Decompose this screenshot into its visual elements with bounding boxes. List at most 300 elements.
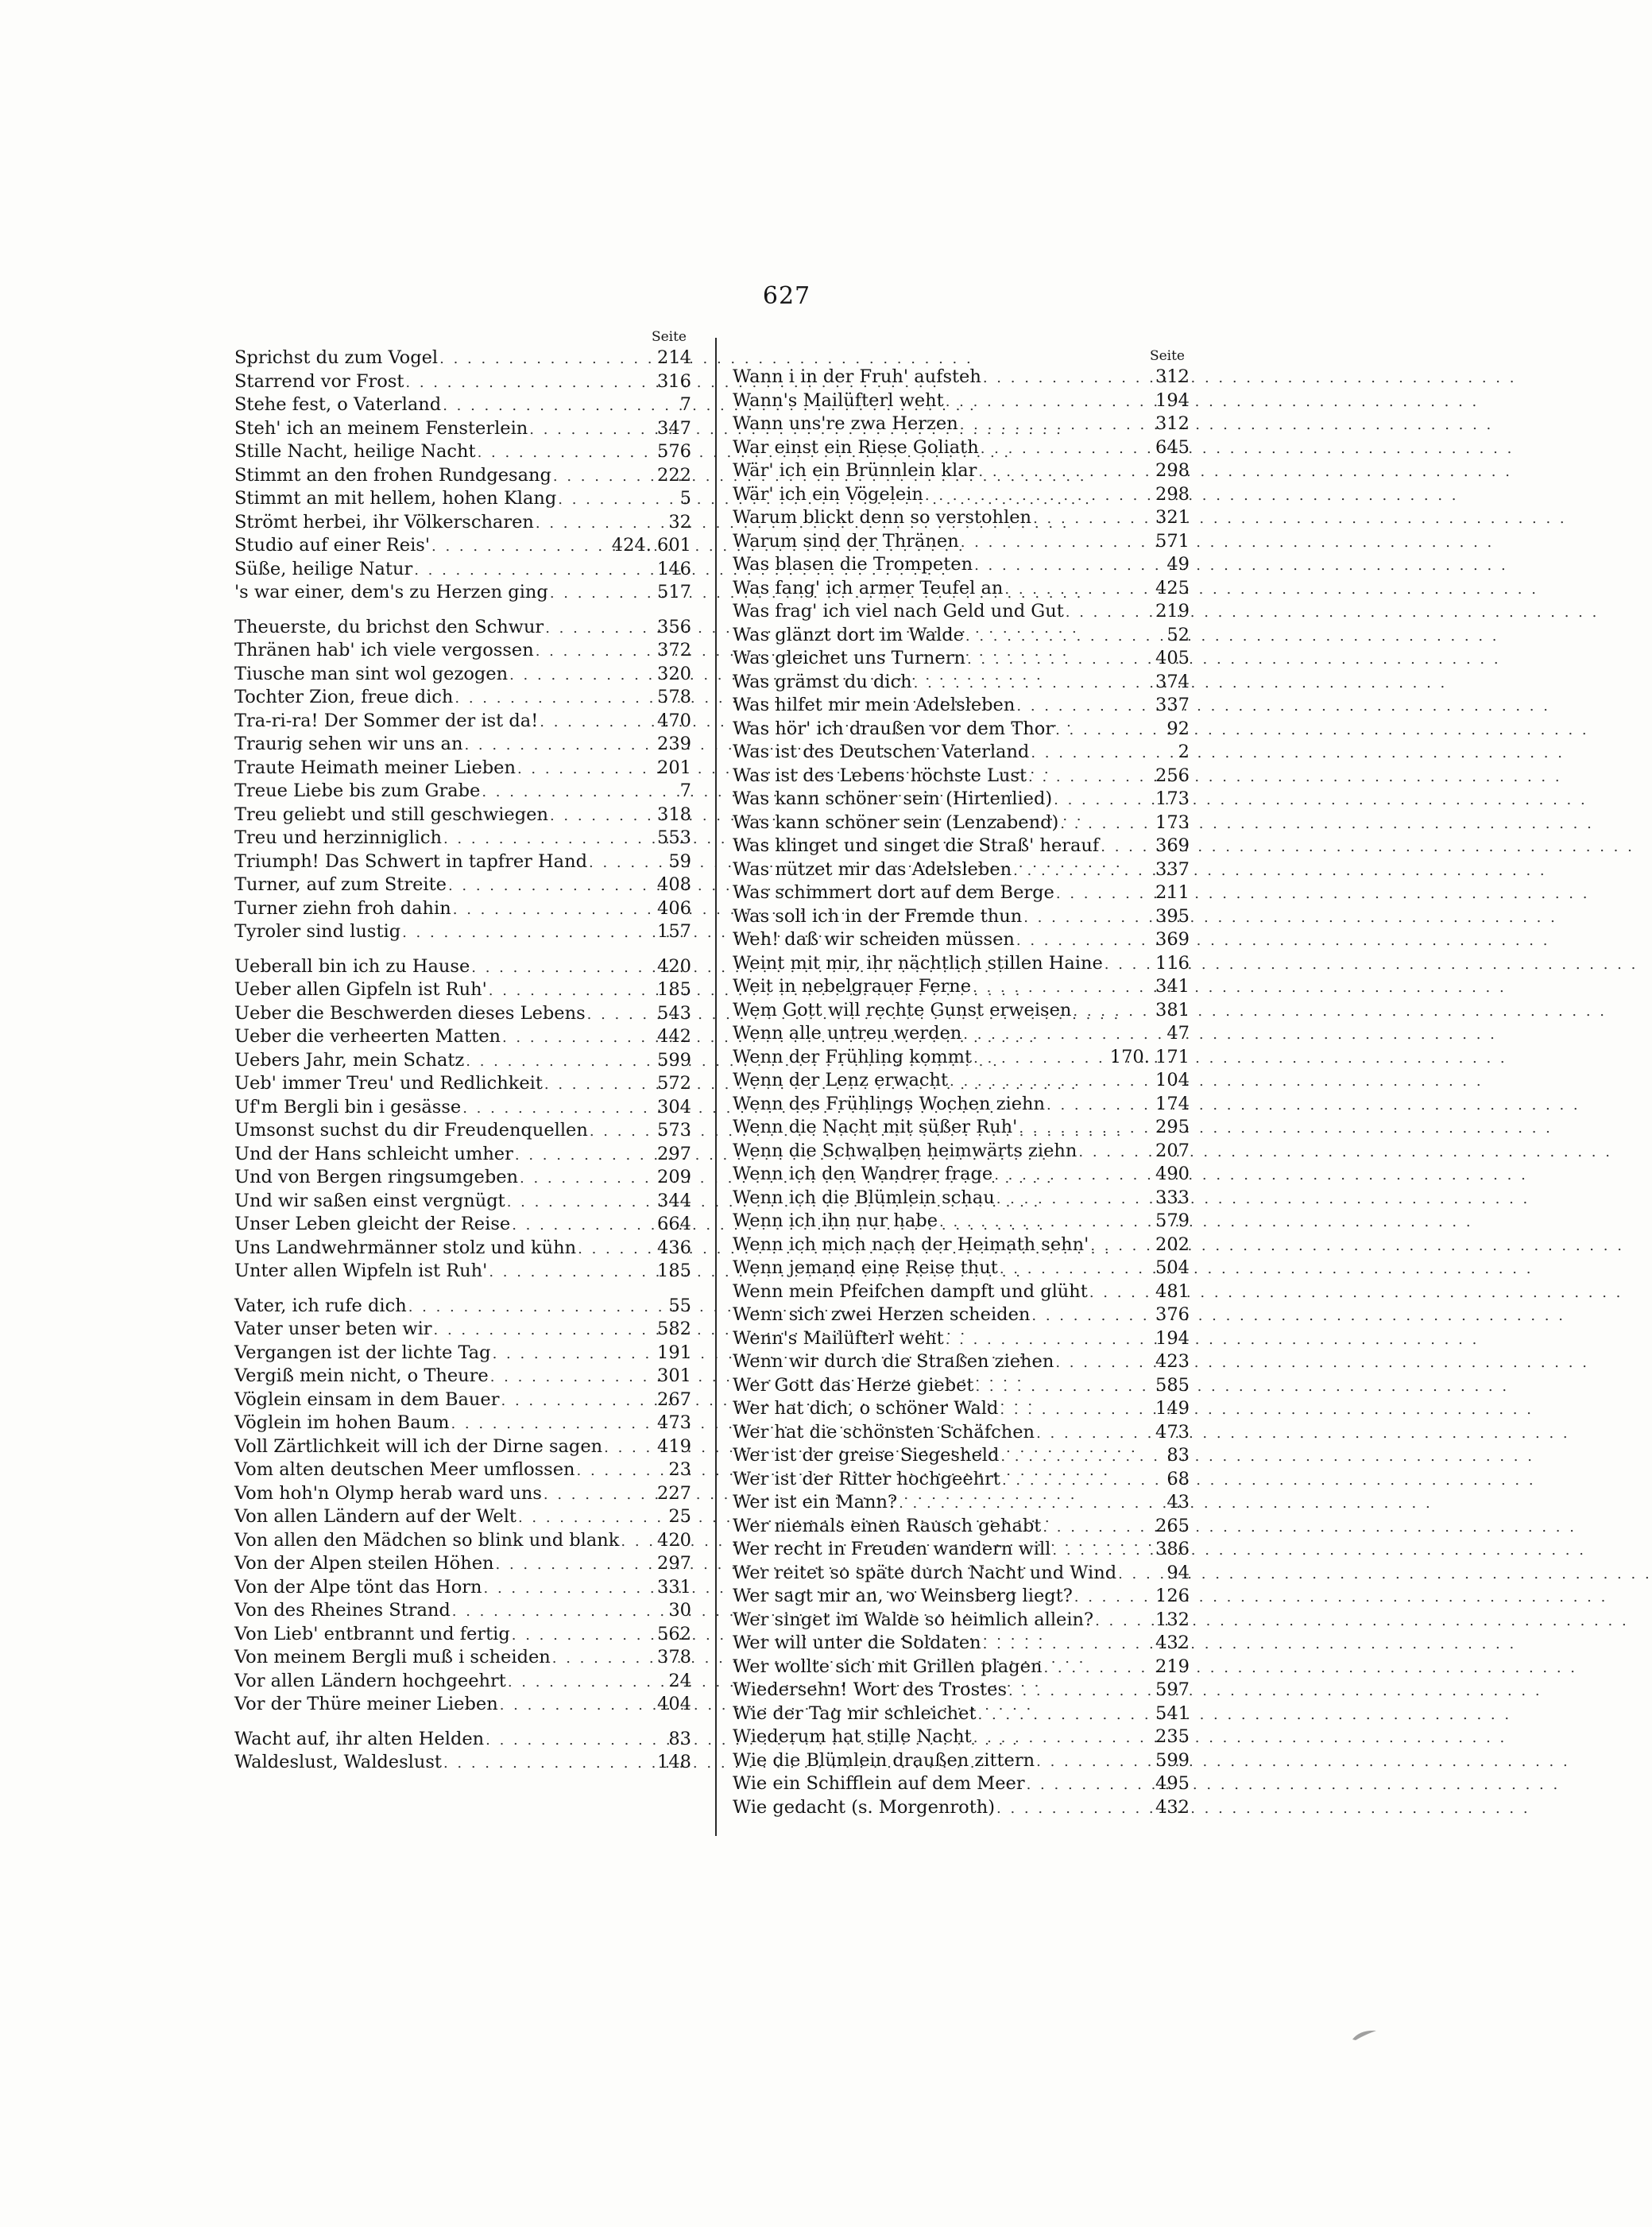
entry-title: Treu geliebt und still geschwiegen	[234, 804, 548, 825]
entry-title: Unter allen Wipfeln ist Ruh'	[234, 1261, 488, 1281]
entry-page: 52	[1166, 624, 1190, 645]
entry-title: Vor der Thüre meiner Lieben	[234, 1694, 498, 1714]
entry-title: Wenn die Nacht mit süßer Ruh'	[733, 1117, 1018, 1137]
entry-page: 194	[1155, 1327, 1190, 1349]
dot-leader	[1054, 718, 1166, 742]
entry-page: 201	[657, 757, 691, 778]
dot-leader	[1012, 859, 1155, 883]
dot-leader	[442, 827, 657, 851]
entry-page: 68	[1166, 1468, 1190, 1489]
dot-leader	[451, 898, 657, 922]
dot-leader	[944, 1328, 1155, 1352]
entry-page: 419	[657, 1435, 691, 1457]
page-number: 627	[762, 282, 811, 310]
entry-title: Was grämst du dich	[733, 671, 912, 692]
entry-title: Was hilfet mir mein Adelsleben	[733, 695, 1016, 715]
index-entry	[733, 1632, 1190, 1656]
index-entry	[234, 920, 691, 944]
index-entry	[733, 647, 1190, 671]
dot-leader	[1041, 1516, 1155, 1540]
entry-title: Was gleichet uns Turnern	[733, 648, 965, 668]
entry-title: Uebers Jahr, mein Schatz	[234, 1049, 465, 1071]
dot-leader	[518, 1167, 657, 1191]
index-entry	[234, 1072, 691, 1096]
index-entry	[733, 1656, 1190, 1679]
dot-leader	[1099, 835, 1155, 859]
entry-page: 83	[668, 1728, 691, 1749]
dot-leader	[487, 979, 657, 1003]
entry-title: Wer sagt mir an, wo Weinsberg liegt?	[733, 1586, 1073, 1606]
entry-page: 481	[1155, 1280, 1190, 1302]
entry-title: Wem Gott will rechte Gunst erweisen	[733, 999, 1072, 1021]
dot-leader	[548, 804, 657, 828]
index-entry	[234, 1119, 691, 1143]
entry-title: Starrend vor Frost	[234, 370, 404, 392]
index-entry	[234, 511, 691, 535]
dot-leader	[1116, 1563, 1166, 1586]
entry-title: Tochter Zion, freue dich	[234, 687, 454, 707]
index-entry	[234, 1435, 691, 1459]
dot-leader	[1022, 906, 1155, 930]
entry-title: Voll Zärtlichkeit will ich der Dirne sagen	[234, 1435, 603, 1457]
dot-leader	[543, 1073, 657, 1097]
entry-title: Vöglein einsam in dem Bauer	[234, 1388, 500, 1410]
entry-page: 572	[657, 1073, 691, 1094]
entry-page: 149	[1155, 1398, 1190, 1419]
entry-page: 298	[1155, 460, 1190, 481]
entry-title: Wer niemals einen Rausch gehabt	[733, 1515, 1042, 1536]
index-entry	[733, 389, 1190, 413]
dot-leader	[1029, 742, 1178, 765]
index-entry	[234, 733, 691, 757]
entry-title: Stehe fest, o Vaterland	[234, 394, 442, 415]
dot-leader	[964, 625, 1166, 649]
entry-page: 337	[1155, 858, 1190, 880]
index-entry	[234, 1623, 691, 1647]
dot-leader	[959, 531, 1155, 555]
entry-page: 157	[657, 921, 691, 942]
entry-page: 92	[1166, 718, 1190, 739]
dot-leader	[575, 1459, 669, 1483]
entry-page: 473	[657, 1412, 691, 1433]
index-entry	[733, 999, 1190, 1023]
entry-title: Triumph! Das Schwert in tapfrer Hand	[234, 850, 587, 872]
index-entry	[234, 616, 691, 640]
ink-smudge-mark	[1351, 2028, 1378, 2041]
entry-title: Stimmt an den frohen Rundgesang	[234, 464, 551, 486]
dot-leader	[1015, 929, 1155, 953]
index-entry	[733, 1725, 1190, 1749]
entry-title: Wie ein Schifflein auf dem Meer	[733, 1773, 1025, 1794]
index-entry	[733, 881, 1190, 905]
index-entry	[234, 1552, 691, 1576]
entry-page: 235	[1155, 1726, 1190, 1747]
index-entry	[234, 1365, 691, 1388]
dot-leader	[400, 921, 657, 945]
entry-page: 582	[657, 1319, 691, 1339]
entry-page: 32	[668, 511, 691, 533]
entry-title: Was fang' ich armer Teufel an	[733, 577, 1004, 598]
entry-page: 194	[1155, 389, 1190, 411]
entry-title: 's war einer, dem's zu Herzen ging	[234, 582, 548, 602]
index-entry	[733, 1327, 1190, 1351]
entry-page: 424. 601	[611, 535, 691, 556]
dot-leader	[576, 1237, 657, 1261]
entry-title: Wenn sich zwei Herzen scheiden	[733, 1304, 1031, 1325]
index-entry	[234, 534, 691, 558]
index-entry	[733, 811, 1190, 835]
index-entry	[733, 858, 1190, 882]
entry-title: Wann's Mailüfterl weht	[733, 389, 944, 411]
index-entry	[234, 370, 691, 394]
entry-title: Was hör' ich draußen vor dem Thor	[733, 718, 1054, 739]
entry-page: 214	[657, 347, 691, 368]
index-entry	[234, 1190, 691, 1214]
index-entry	[733, 765, 1190, 788]
entry-page: 202	[1155, 1234, 1190, 1255]
dot-leader	[542, 1483, 657, 1507]
entry-title: Tyroler sind lustig	[234, 921, 401, 942]
index-entry	[733, 1749, 1190, 1773]
group-gap	[234, 944, 691, 955]
index-entry	[733, 624, 1190, 648]
index-entry	[733, 1210, 1190, 1234]
entry-page: 312	[1155, 413, 1190, 434]
index-entry	[234, 417, 691, 441]
index-entry	[733, 1397, 1190, 1421]
entry-page: 562	[657, 1623, 691, 1644]
index-column-right	[733, 327, 1190, 1819]
entry-title: Stimmt an mit hellem, hohen Klang	[234, 488, 557, 509]
entry-page: 256	[1155, 765, 1190, 786]
entry-page: 406	[657, 897, 691, 919]
dot-leader	[587, 851, 668, 875]
entry-page: 543	[657, 1002, 691, 1024]
entry-title: Vater, ich rufe dich	[234, 1295, 407, 1316]
index-entry	[733, 1796, 1190, 1820]
entry-title: Vom hoh'n Olymp herab ward uns	[234, 1482, 542, 1504]
entry-page: 386	[1155, 1539, 1190, 1559]
entry-page: 47	[1166, 1023, 1190, 1044]
entry-title: Und von Bergen ringsumgeben	[234, 1167, 519, 1187]
entry-page: 49	[1166, 554, 1190, 575]
index-entry	[234, 1342, 691, 1365]
entry-page: 436	[657, 1237, 691, 1258]
entry-title: Tra-ri-ra! Der Sommer der ist da!	[234, 710, 539, 731]
index-entry	[733, 1679, 1190, 1702]
index-entry	[234, 1505, 691, 1529]
entry-page: 571	[1155, 530, 1190, 552]
entry-page: 553	[657, 827, 691, 848]
entry-page: 347	[657, 417, 691, 439]
entry-page: 372	[657, 640, 691, 660]
entry-page: 541	[1155, 1702, 1190, 1724]
entry-title: Wie der Tag mir schleichet	[733, 1702, 977, 1724]
entry-page: 209	[657, 1167, 691, 1187]
index-entry	[733, 1303, 1190, 1327]
entry-page: 425	[1155, 577, 1190, 598]
dot-leader	[1073, 1586, 1155, 1609]
index-entry	[234, 1237, 691, 1261]
entry-page: 7	[679, 394, 691, 415]
entry-title: Wär' ich ein Vögelein	[733, 483, 923, 505]
index-entry	[733, 1046, 1190, 1070]
dot-leader	[412, 559, 657, 583]
entry-title: Unser Leben gleicht der Reise	[234, 1214, 511, 1234]
dot-leader	[476, 441, 657, 465]
entry-title: Von allen den Mädchen so blink und blank	[234, 1529, 620, 1551]
index-entry	[733, 1257, 1190, 1280]
entry-title: Was nützet mir das Adelsleben	[733, 858, 1012, 880]
entry-page: 432	[1155, 1632, 1190, 1653]
dot-leader	[972, 1726, 1155, 1750]
entry-page: 94	[1166, 1562, 1190, 1583]
index-entry	[234, 1318, 691, 1342]
index-entry	[234, 1529, 691, 1553]
dot-leader	[1054, 1351, 1155, 1375]
entry-title: Vater unser beten wir	[234, 1319, 432, 1339]
entry-page: 321	[1155, 507, 1190, 528]
index-entry	[234, 1213, 691, 1237]
entry-page: 191	[657, 1342, 691, 1363]
entry-page: 374	[1155, 671, 1190, 692]
index-entry	[733, 741, 1190, 765]
entry-title: Was kann schöner sein (Lenzabend)	[733, 811, 1059, 833]
entry-page: 298	[1155, 483, 1190, 505]
entry-page: 55	[668, 1295, 691, 1316]
entry-page: 341	[1155, 976, 1190, 997]
dot-leader	[1064, 601, 1155, 625]
dot-leader	[1045, 1094, 1155, 1117]
index-entry	[234, 1576, 691, 1600]
dot-leader	[998, 1398, 1155, 1422]
entry-title: Von der Alpen steilen Höhen	[234, 1553, 494, 1574]
entry-title: Was blasen die Trompeten	[733, 554, 973, 575]
dot-leader	[470, 956, 657, 980]
entry-title: Was glänzt dort im Walde	[733, 624, 964, 645]
index-entry	[234, 1599, 691, 1623]
entry-title: Vergiß mein nicht, o Theure	[234, 1365, 489, 1386]
index-entry	[733, 928, 1190, 952]
dot-leader	[1035, 1750, 1155, 1774]
dot-leader	[516, 757, 657, 781]
entry-page: 320	[657, 663, 691, 684]
dot-leader	[551, 1647, 657, 1671]
entry-page: 470	[657, 710, 691, 731]
entry-title: Wer Gott das Herze giebet	[733, 1374, 974, 1396]
index-entry	[733, 1702, 1190, 1726]
index-entry	[733, 1374, 1190, 1398]
dot-leader	[430, 535, 612, 559]
entry-title: Vom alten deutschen Meer umflossen	[234, 1459, 575, 1480]
index-entry	[733, 835, 1190, 858]
entry-page: 312	[1155, 366, 1190, 387]
dot-leader	[508, 664, 657, 687]
dot-leader	[602, 1436, 657, 1460]
entry-title: Wenn ich die Blümlein schau	[733, 1187, 995, 1208]
entry-title: Weint mit mir, ihr nächtlich stillen Haine	[733, 952, 1103, 974]
dot-leader	[447, 874, 657, 898]
group-gap	[234, 605, 691, 616]
index-entry	[234, 1388, 691, 1412]
dot-leader	[977, 460, 1155, 484]
dot-leader	[451, 1600, 669, 1624]
entry-page: 297	[657, 1553, 691, 1574]
index-entry	[733, 788, 1190, 811]
index-entry	[234, 804, 691, 827]
index-entry	[733, 1069, 1190, 1093]
dot-leader	[487, 1261, 657, 1284]
seite-header-left: Seite	[651, 329, 687, 345]
index-entry	[733, 694, 1190, 718]
entry-title: Wenn ich den Wandrer frage	[733, 1164, 993, 1184]
entry-page: 59	[668, 850, 691, 872]
entry-page: 473	[1155, 1421, 1190, 1443]
seite-header-right: Seite	[1149, 348, 1185, 364]
entry-title: Wer ist der Ritter hochgeehrt	[733, 1468, 1000, 1489]
entry-page: 408	[657, 874, 691, 895]
entry-title: Studio auf einer Reis'	[234, 535, 431, 556]
dot-leader	[619, 1530, 657, 1554]
index-entry	[234, 827, 691, 850]
entry-page: 504	[1155, 1257, 1190, 1278]
dot-leader	[464, 1050, 657, 1074]
entry-title: Tiusche man sint wol gezogen	[234, 663, 509, 684]
entry-page: 576	[657, 441, 691, 462]
entry-page: 239	[657, 734, 691, 754]
index-entry	[733, 600, 1190, 624]
entry-page: 104	[1155, 1070, 1190, 1090]
dot-leader	[404, 371, 657, 395]
entry-title: Wer ist ein Mann?	[733, 1492, 898, 1512]
dot-leader	[1007, 1679, 1155, 1703]
entry-title: Vöglein im hohen Baum	[234, 1412, 450, 1433]
index-entry	[733, 1538, 1190, 1562]
entry-page: 148	[657, 1752, 691, 1772]
index-entry	[234, 1049, 691, 1073]
entry-title: Was ist des Lebens höchste Lust	[733, 765, 1027, 786]
dot-leader	[1093, 1609, 1155, 1633]
index-entry	[234, 873, 691, 897]
dot-leader	[453, 687, 657, 711]
index-entry	[234, 1002, 691, 1026]
entry-title: Wiederum hat stille Nacht	[733, 1726, 972, 1747]
entry-title: Warum blickt denn so verstohlen	[733, 507, 1032, 528]
entry-page: 185	[657, 1261, 691, 1281]
entry-page: 579	[1155, 1210, 1190, 1231]
index-entry	[234, 850, 691, 874]
index-entry	[234, 464, 691, 488]
dot-leader	[480, 780, 679, 804]
entry-page: 395	[1155, 905, 1190, 927]
dot-leader	[948, 1070, 1155, 1094]
entry-title: Von Lieb' entbrannt und fertig	[234, 1623, 510, 1644]
index-entry	[733, 553, 1190, 577]
dot-leader	[995, 1187, 1155, 1211]
dot-leader	[510, 1214, 657, 1237]
index-entry	[733, 1772, 1190, 1796]
dot-leader	[977, 1703, 1156, 1727]
dot-leader	[544, 617, 657, 641]
dot-leader	[979, 437, 1155, 461]
dot-leader	[494, 1553, 658, 1577]
entry-page: 174	[1155, 1093, 1190, 1114]
index-entry	[733, 905, 1190, 929]
entry-title: Wer will unter die Soldaten	[733, 1632, 981, 1653]
dot-leader	[992, 1164, 1155, 1187]
dot-leader	[586, 1003, 657, 1027]
entry-title: Was schimmert dort auf dem Berge	[733, 882, 1054, 903]
dot-leader	[1027, 765, 1155, 789]
index-entry	[234, 955, 691, 979]
index-entry	[234, 1295, 691, 1319]
index-entry	[733, 1163, 1190, 1187]
entry-page: 219	[1155, 601, 1190, 622]
dot-leader	[482, 1577, 658, 1601]
entry-page: 267	[657, 1388, 691, 1410]
dot-leader	[1050, 1539, 1155, 1563]
entry-page: 404	[657, 1694, 691, 1714]
entry-title: Von des Rheines Strand	[234, 1600, 451, 1621]
entry-page: 207	[1155, 1140, 1190, 1161]
entry-title: Wenn's Mailüfterl weht	[733, 1327, 944, 1349]
dot-leader	[912, 672, 1155, 695]
entry-title: Wer reitet so späte durch Nacht und Wind	[733, 1562, 1117, 1583]
dot-leader	[1088, 1281, 1155, 1305]
entry-title: Stille Nacht, heilige Nacht	[234, 441, 476, 462]
entry-page: 116	[1155, 952, 1190, 974]
dot-leader	[501, 1026, 657, 1050]
index-entry	[234, 393, 691, 417]
index-entry	[234, 1751, 691, 1775]
entry-page: 405	[1155, 648, 1190, 668]
entry-title: Treue Liebe bis zum Grabe	[234, 780, 481, 801]
dot-leader	[516, 1506, 668, 1530]
entry-title: Weh! daß wir scheiden müssen	[733, 929, 1015, 950]
column-divider	[715, 338, 717, 1836]
index-entry	[234, 780, 691, 804]
index-entry	[733, 412, 1190, 436]
entry-title: Vor allen Ländern hochgeehrt	[234, 1670, 506, 1691]
entry-page: 664	[657, 1214, 691, 1234]
dot-leader	[505, 1191, 657, 1214]
index-entry	[733, 366, 1190, 389]
dot-leader	[981, 1632, 1155, 1656]
index-entry	[234, 757, 691, 780]
entry-title: Was frag' ich viel nach Geld und Gut	[733, 601, 1064, 622]
dot-leader	[534, 512, 668, 536]
entry-page: 219	[1155, 1656, 1190, 1677]
entry-title: Wann i in der Fruh' aufsteh	[733, 366, 981, 387]
index-entry	[234, 1646, 691, 1670]
entry-page: 599	[657, 1049, 691, 1071]
dot-leader	[971, 976, 1155, 1000]
entry-title: Wenn die Schwalben heimwärts ziehn	[733, 1140, 1077, 1161]
dot-leader	[958, 413, 1155, 437]
entry-title: Wer recht in Freuden wandern will	[733, 1539, 1051, 1559]
index-entry	[733, 718, 1190, 742]
entry-title: Thränen hab' ich viele vergossen	[234, 640, 534, 660]
entry-page: 337	[1155, 695, 1190, 715]
dot-leader	[506, 1671, 669, 1694]
entry-title: Treu und herzinniglich	[234, 827, 442, 848]
index-entry	[733, 530, 1190, 554]
dot-leader	[1052, 788, 1155, 812]
entry-title: Ueber allen Gipfeln ist Ruh'	[234, 979, 487, 1000]
dot-leader	[1071, 1000, 1155, 1024]
entry-title: Ueb' immer Treu' und Redlichkeit	[234, 1073, 543, 1094]
index-entry	[733, 483, 1190, 507]
